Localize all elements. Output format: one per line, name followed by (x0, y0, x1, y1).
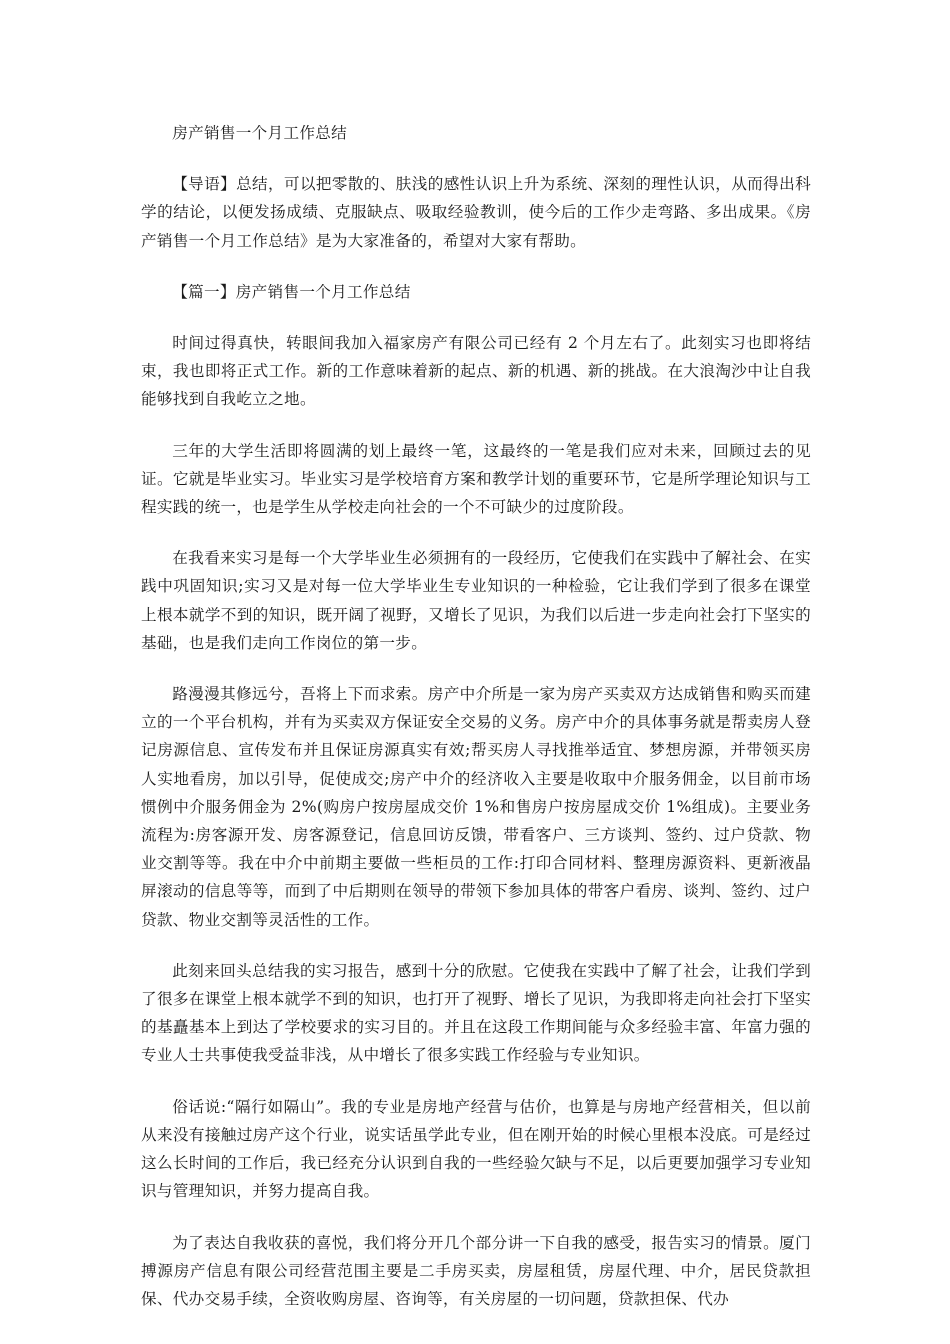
body-paragraph-5: 此刻来回头总结我的实习报告，感到十分的欣慰。它使我在实践中了解了社会，让我们学到了很多在课堂上根本就学不到的知识，也打开了视野、增长了见识，为我即将走向社会打下坚实的基矗基本上到达了学校要求的实习目的。并且在这段工作期间能与众多经验丰富、年富力强的专业人士共事使我受益非浅，从中增长了很多实践工作经验与专业知识。 (141, 961, 811, 1065)
section-heading: 【篇一】房产销售一个月工作总结 (172, 282, 411, 301)
document-title: 房产销售一个月工作总结 (172, 124, 348, 142)
intro-paragraph: 【导语】总结，可以把零散的、肤浅的感性认识上升为系统、深刻的理性认识，从而得出科学的结论，以便发扬成绩、克服缺点、吸取经验教训，使今后的工作少走弯路、多出成果。《房产销售一个月工作总结》是为大家准备的，希望对大家有帮助。 (141, 175, 811, 250)
body-paragraph-3: 在我看来实习是每一个大学毕业生必须拥有的一段经历，它使我们在实践中了解社会、在实践中巩固知识;实习又是对每一位大学毕业生专业知识的一种检验，它让我们学到了很多在课堂上根本就学不到的知识，既开阔了视野，又增长了见识，为我们以后进一步走向社会打下坚实的基础，也是我们走向工作岗位的第一步。 (141, 549, 811, 652)
document-page (141, 119, 811, 1336)
body-paragraph-4: 路漫漫其修远兮，吾将上下而求索。房产中介所是一家为房产买卖双方达成销售和购买而建立的一个平台机构，并有为买卖双方保证安全交易的义务。房产中介的具体事务就是帮卖房人登记房源信息、宣传发布并且保证房源真实有效;帮买房人寻找推举适宜、梦想房源，并带领买房人实地看房，加以引导，促使成交;房产中介的经济收入主要是收取中介服务佣金，以目前市场惯例中介服务佣金为 2%(购房户按房屋成交价 1%和售房户按房屋成交价 1%组成)。主要业务流程为:房客源开发、房客源登记，信息回访反馈，带看客户、三方谈判、签约、过户贷款、物业交割等等。我在中介中前期主要做一些柜员的工作:打印合同材料、整理房源资料、更新液晶屏滚动的信息等等，而到了中后期则在领导的带领下参加具体的带客户看房、谈判、签约、过户贷款、物业交割等灵活性的工作。 (141, 685, 811, 929)
body-paragraph-1: 时间过得真快，转眼间我加入福家房产有限公司已经有 2 个月左右了。此刻实习也即将结束，我也即将正式工作。新的工作意味着新的起点、新的机遇、新的挑战。在大浪淘沙中让自我能够找到自我屹立之地。 (141, 334, 811, 409)
body-paragraph-6: 俗话说:“隔行如隔山”。我的专业是房地产经营与估价，也算是与房地产经营相关，但以前从来没有接触过房产这个行业，说实话虽学此专业，但在刚开始的时候心里根本没底。可是经过这么长时间的工作后，我已经充分认识到自我的一些经验欠缺与不足，以后更要加强学习专业知识与管理知识，并努力提高自我。 (141, 1097, 811, 1201)
body-paragraph-7: 为了表达自我收获的喜悦，我们将分开几个部分讲一下自我的感受，报告实习的情景。厦门搏源房产信息有限公司经营范围主要是二手房买卖，房屋租赁，房屋代理、中介，居民贷款担保、代办交易手续，全资收购房屋、咨询等，有关房屋的一切问题，贷款担保、代办 (141, 1233, 811, 1308)
body-paragraph-2: 三年的大学生活即将圆满的划上最终一笔，这最终的一笔是我们应对未来，回顾过去的见证。它就是毕业实习。毕业实习是学校培育方案和教学计划的重要环节，它是所学理论知识与工程实践的统一，也是学生从学校走向社会的一个不可缺少的过度阶段。 (141, 441, 811, 517)
